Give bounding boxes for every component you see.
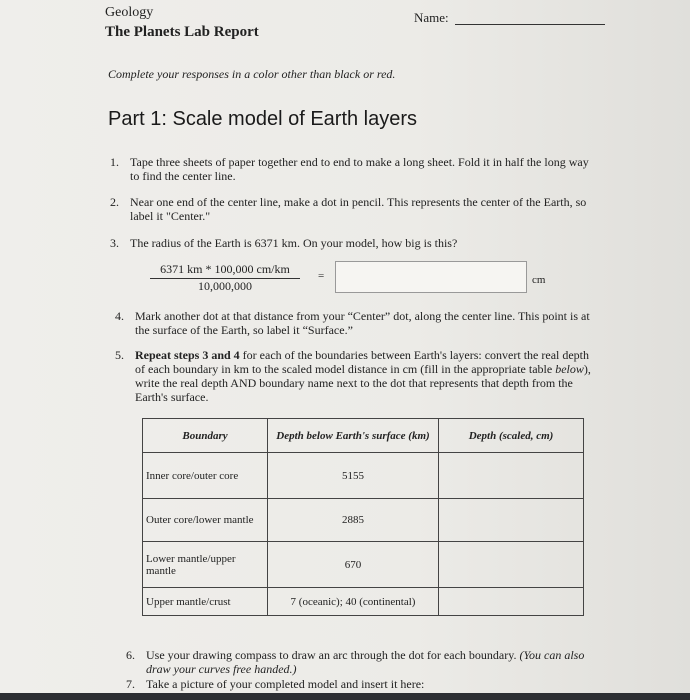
step-bold: Repeat steps 3 and 4 — [135, 348, 240, 362]
step-6 — [126, 648, 586, 676]
col-depth-scaled: Depth (scaled, cm) — [439, 419, 584, 453]
numerator: 6371 km * 100,000 cm/km — [150, 262, 300, 279]
answer-box[interactable] — [335, 261, 527, 293]
table-row — [143, 588, 584, 616]
step-text: The radius of the Earth is 6371 km. On your model, how big is this? — [130, 236, 458, 250]
step-text: Near one end of the center line, make a dot in pencil. This represents the center of the Earth, so label it "Center." — [130, 195, 587, 223]
table-row — [143, 499, 584, 542]
step-number: 7. — [126, 677, 135, 691]
step-text: for each of the boundaries between Earth's layers: convert the real depth of each boundary in km to the scaled model distance in cm (fill in the appropriate table — [135, 348, 590, 376]
step-number: 4. — [115, 309, 124, 323]
depth-km-cell: 5155 — [268, 453, 439, 499]
step-text: ), write the real depth AND boundary name next to the dot that represents that depth from the Earth's surface. — [135, 362, 591, 404]
boundary-cell: Outer core/lower mantle — [143, 499, 268, 542]
step-5 — [115, 348, 597, 404]
step-number: 1. — [110, 155, 119, 169]
formula — [150, 262, 300, 294]
step-italic: (You can also draw your curves free handed.) — [146, 648, 585, 676]
unit-label: cm — [532, 274, 546, 286]
col-depth-km: Depth below Earth's surface (km) — [268, 419, 439, 453]
boundary-cell: Upper mantle/crust — [143, 588, 268, 616]
step-7 — [126, 677, 586, 691]
step-text: Mark another dot at that distance from your “Center” dot, along the center line. This point is at the surface of the Earth, so label it “Surface.” — [135, 309, 590, 337]
depth-km-cell: 7 (oceanic); 40 (continental) — [268, 588, 439, 616]
step-4 — [115, 309, 595, 337]
step-text: Tape three sheets of paper together end to end to make a long sheet. Fold it in half the long way to find the center line. — [130, 155, 589, 183]
course-name: Geology — [105, 5, 154, 20]
step-number: 6. — [126, 648, 135, 662]
depth-scaled-cell[interactable] — [439, 453, 584, 499]
depth-km-cell: 2885 — [268, 499, 439, 542]
step-text: Use your drawing compass to draw an arc through the dot for each boundary. — [146, 648, 520, 662]
step-number: 3. — [110, 236, 119, 250]
depth-scaled-cell[interactable] — [439, 499, 584, 542]
step-number: 2. — [110, 195, 119, 209]
depth-km-cell: 670 — [268, 542, 439, 588]
name-field[interactable] — [455, 24, 605, 25]
step-1 — [110, 155, 592, 183]
step-number: 5. — [115, 348, 124, 362]
boundary-cell: Inner core/outer core — [143, 453, 268, 499]
instruction: Complete your responses in a color other than black or red. — [108, 67, 396, 81]
name-label: Name: — [414, 10, 449, 25]
step-text: Take a picture of your completed model and insert it here: — [146, 677, 425, 691]
step-3 — [110, 236, 592, 250]
equals-sign: = — [318, 270, 325, 282]
report-title: The Planets Lab Report — [105, 24, 259, 40]
denominator: 10,000,000 — [198, 279, 252, 293]
table-row — [143, 542, 584, 588]
part-title: Part 1: Scale model of Earth layers — [108, 108, 418, 130]
depth-scaled-cell[interactable] — [439, 542, 584, 588]
step-2 — [110, 195, 592, 223]
table-row — [143, 453, 584, 499]
step-italic: below — [555, 362, 584, 376]
depth-scaled-cell[interactable] — [439, 588, 584, 616]
col-boundary: Boundary — [143, 419, 268, 453]
table-header-row — [143, 419, 584, 453]
boundary-cell: Lower mantle/upper mantle — [143, 542, 268, 588]
screen-edge — [0, 693, 690, 700]
boundary-table — [142, 418, 584, 616]
